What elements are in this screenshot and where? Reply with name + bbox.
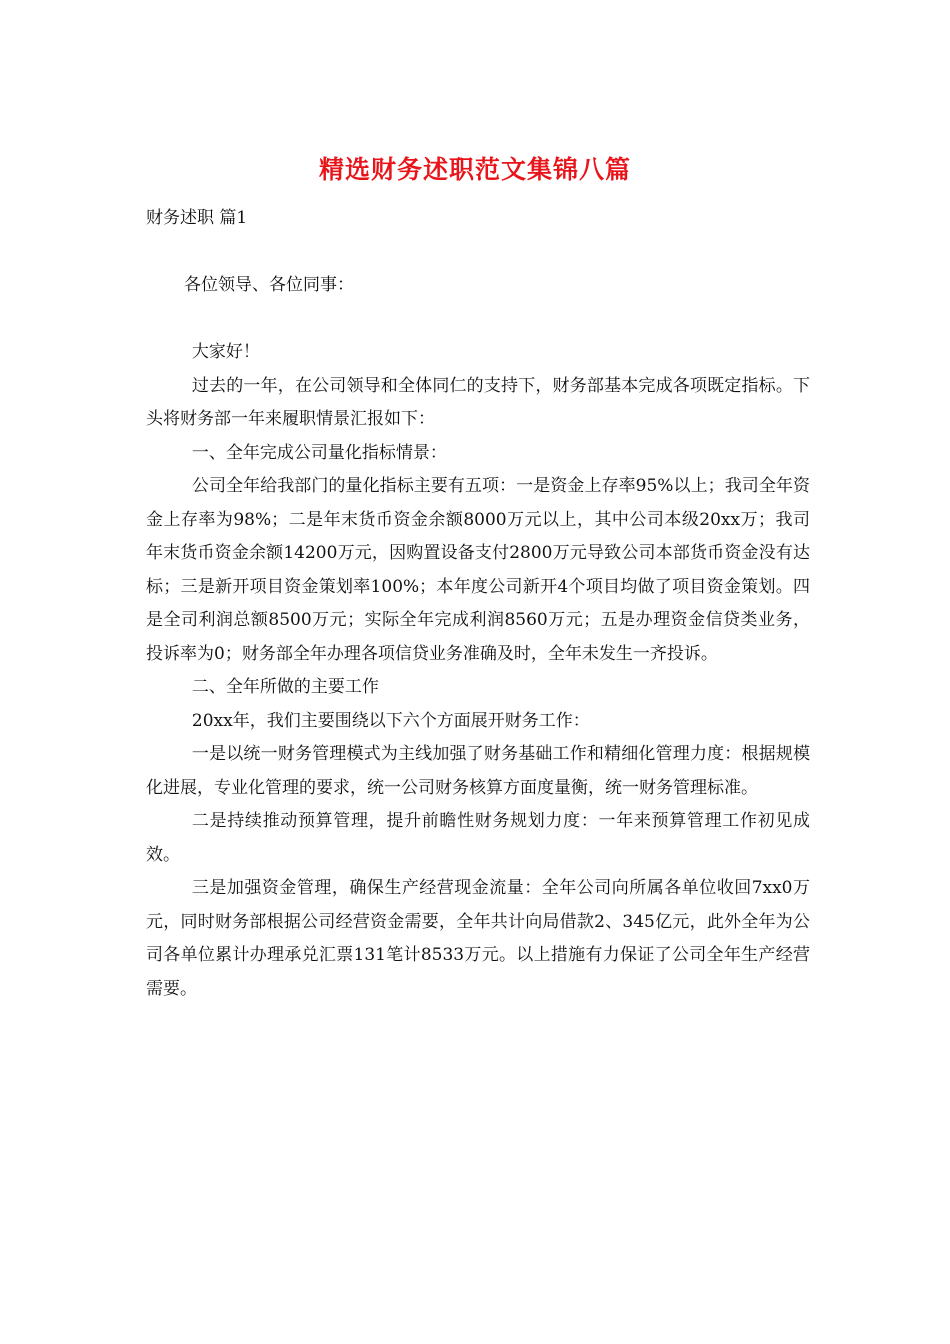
paragraph: 20xx年，我们主要围绕以下六个方面展开财务工作： xyxy=(191,710,590,731)
paragraph: 二是持续推动预算管理，提升前瞻性财务规划力度：一年来预算管理工作初见成效。 xyxy=(146,811,810,865)
paragraph: 公司全年给我部门的量化指标主要有五项：一是资金上存率95%以上；我司全年资金上存率为98%；二是年末货币资金余额8000万元以上，其中公司本级20xx万；我司年末货币资金余额14200万元，因购置设备支付2800万元导致公司本部货币资金没有达标；三是新开项目资金策划率100%；本年度公司新开4个项目均做了项目资金策划。四是全司利润总额8500万元；实际全年完成利润8560万元；五是办理资金信贷类业务，投诉率为0；财务部全年办理各项信贷业务准确及时，全年未发生一齐投诉。 xyxy=(146,476,810,664)
paragraph: 过去的一年，在公司领导和全体同仁的支持下，财务部基本完成各项既定指标。下头将财务部一年来履职情景汇报如下： xyxy=(146,375,810,429)
paragraph: 大家好！ xyxy=(191,342,260,362)
section-heading: 财务述职 篇1 xyxy=(146,208,248,228)
body-text xyxy=(146,336,810,1006)
greeting-line: 各位领导、各位同事： xyxy=(184,275,354,295)
paragraph: 三是加强资金管理，确保生产经营现金流量：全年公司向所属各单位收回7xx0万元，同时财务部根据公司经营资金需要，全年共计向局借款2、345亿元，此外全年为公司各单位累计办理承兑汇票131笔计8533万元。以上措施有力保证了公司全年生产经营需要。 xyxy=(146,878,810,999)
paragraph: 一、全年完成公司量化指标情景： xyxy=(191,442,447,463)
paragraph: 一是以统一财务管理模式为主线加强了财务基础工作和精细化管理力度：根据规模化进展，专业化管理的要求，统一公司财务核算方面度量衡，统一财务管理标准。 xyxy=(146,744,810,798)
paragraph: 二、全年所做的主要工作 xyxy=(191,677,379,697)
document-title: 精选财务述职范文集锦八篇 xyxy=(318,155,631,184)
